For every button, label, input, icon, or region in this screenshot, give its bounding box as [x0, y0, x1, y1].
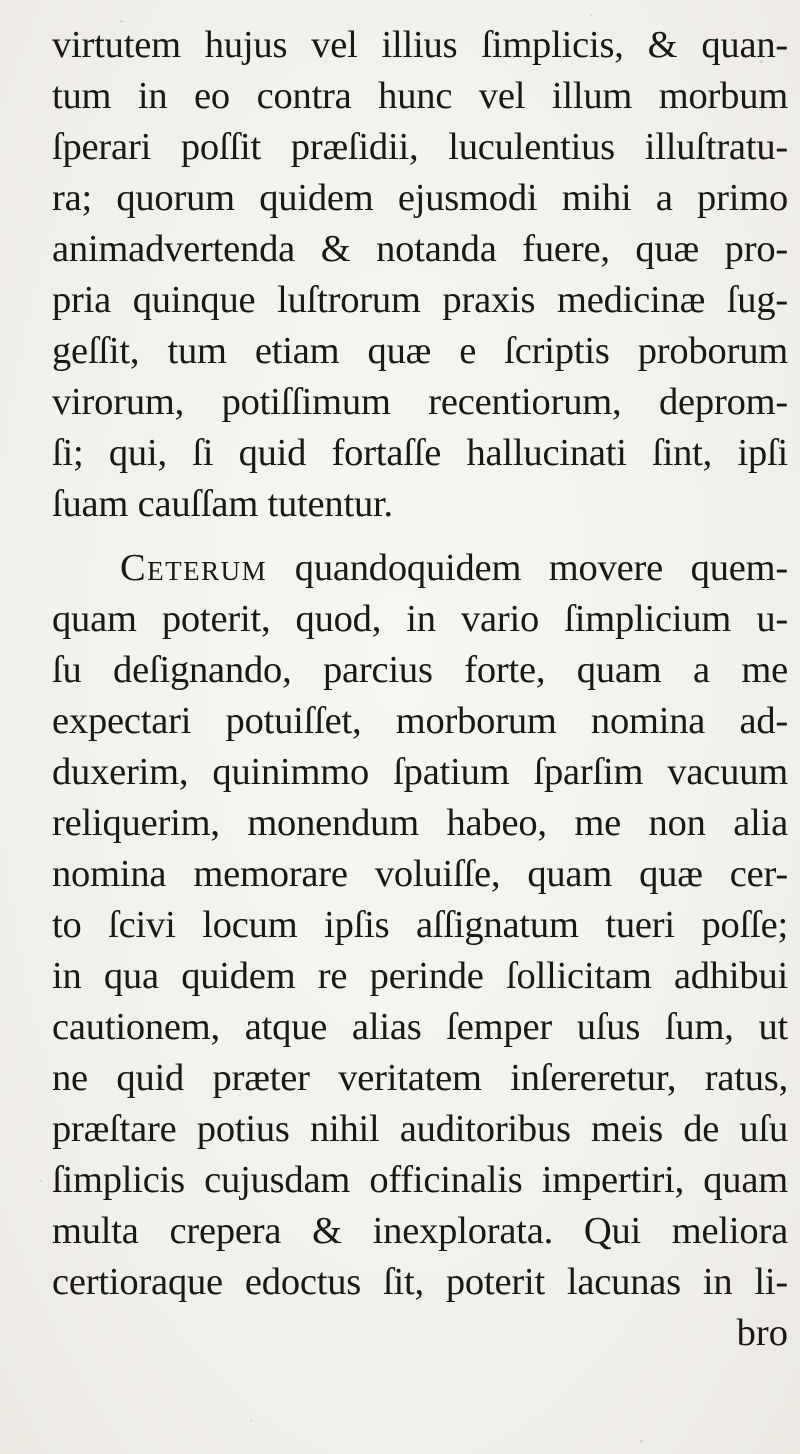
text-line: multa crepera & inexplorata. Qui meliora	[52, 1210, 788, 1252]
text-line: quam poterit, quod, in vario ſimplicium u-	[52, 598, 788, 640]
text-line: in qua quidem re perinde ſollicitam adhibui	[52, 955, 788, 997]
paragraph-opening-line	[120, 543, 788, 593]
text-line: præſtare potius nihil auditoribus meis de uſu	[52, 1108, 788, 1150]
text-line: geſſit, tum etiam quæ e ſcriptis proborum	[52, 330, 788, 372]
text-line: expectari potuiſſet, morborum nomina ad-	[52, 700, 788, 742]
text-line: virorum, potiſſimum recentiorum, deprom-	[52, 381, 788, 423]
text-line: to ſcivi locum ipſis aſſignatum tueri poſſe;	[52, 904, 788, 946]
text-line: nomina memorare voluiſſe, quam quæ cer-	[52, 853, 788, 895]
text-line: ſu deſignando, parcius forte, quam a me	[52, 649, 788, 691]
text-line: virtutem hujus vel illius ſimplicis, & quan-	[52, 24, 788, 66]
text-line: ſi; qui, ſi quid fortaſſe hallucinati ſint, ipſi	[52, 432, 788, 474]
text-line: duxerim, quinimmo ſpatium ſparſim vacuum	[52, 751, 788, 793]
text-line: cautionem, atque alias ſemper uſus ſum, ut	[52, 1006, 788, 1048]
text-line: animadvertenda & notanda fuere, quæ pro-	[52, 228, 788, 270]
catchword: bro	[736, 1312, 788, 1354]
text-line: ſperari poſſit præſidii, luculentius illuſtratu-	[52, 126, 788, 168]
text-line: ſimplicis cujusdam officinalis impertiri, quam	[52, 1159, 788, 1201]
text-line: certioraque edoctus ſit, poterit lacunas in li-	[52, 1261, 788, 1303]
text-line: ra; quorum quidem ejusmodi mihi a primo	[52, 177, 788, 219]
opening-word: Ceterum	[120, 547, 268, 589]
opening-line-rest: quandoquidem movere quem-	[267, 547, 788, 589]
text-line: reliquerim, monendum habeo, me non alia	[52, 802, 788, 844]
text-line: ne quid præter veritatem inſereretur, ratus,	[52, 1057, 788, 1099]
text-line: ſuam cauſſam tutentur.	[52, 483, 393, 525]
text-line: tum in eo contra hunc vel illum morbum	[52, 75, 788, 117]
text-line: pria quinque luſtrorum praxis medicinæ ſug-	[52, 279, 788, 321]
